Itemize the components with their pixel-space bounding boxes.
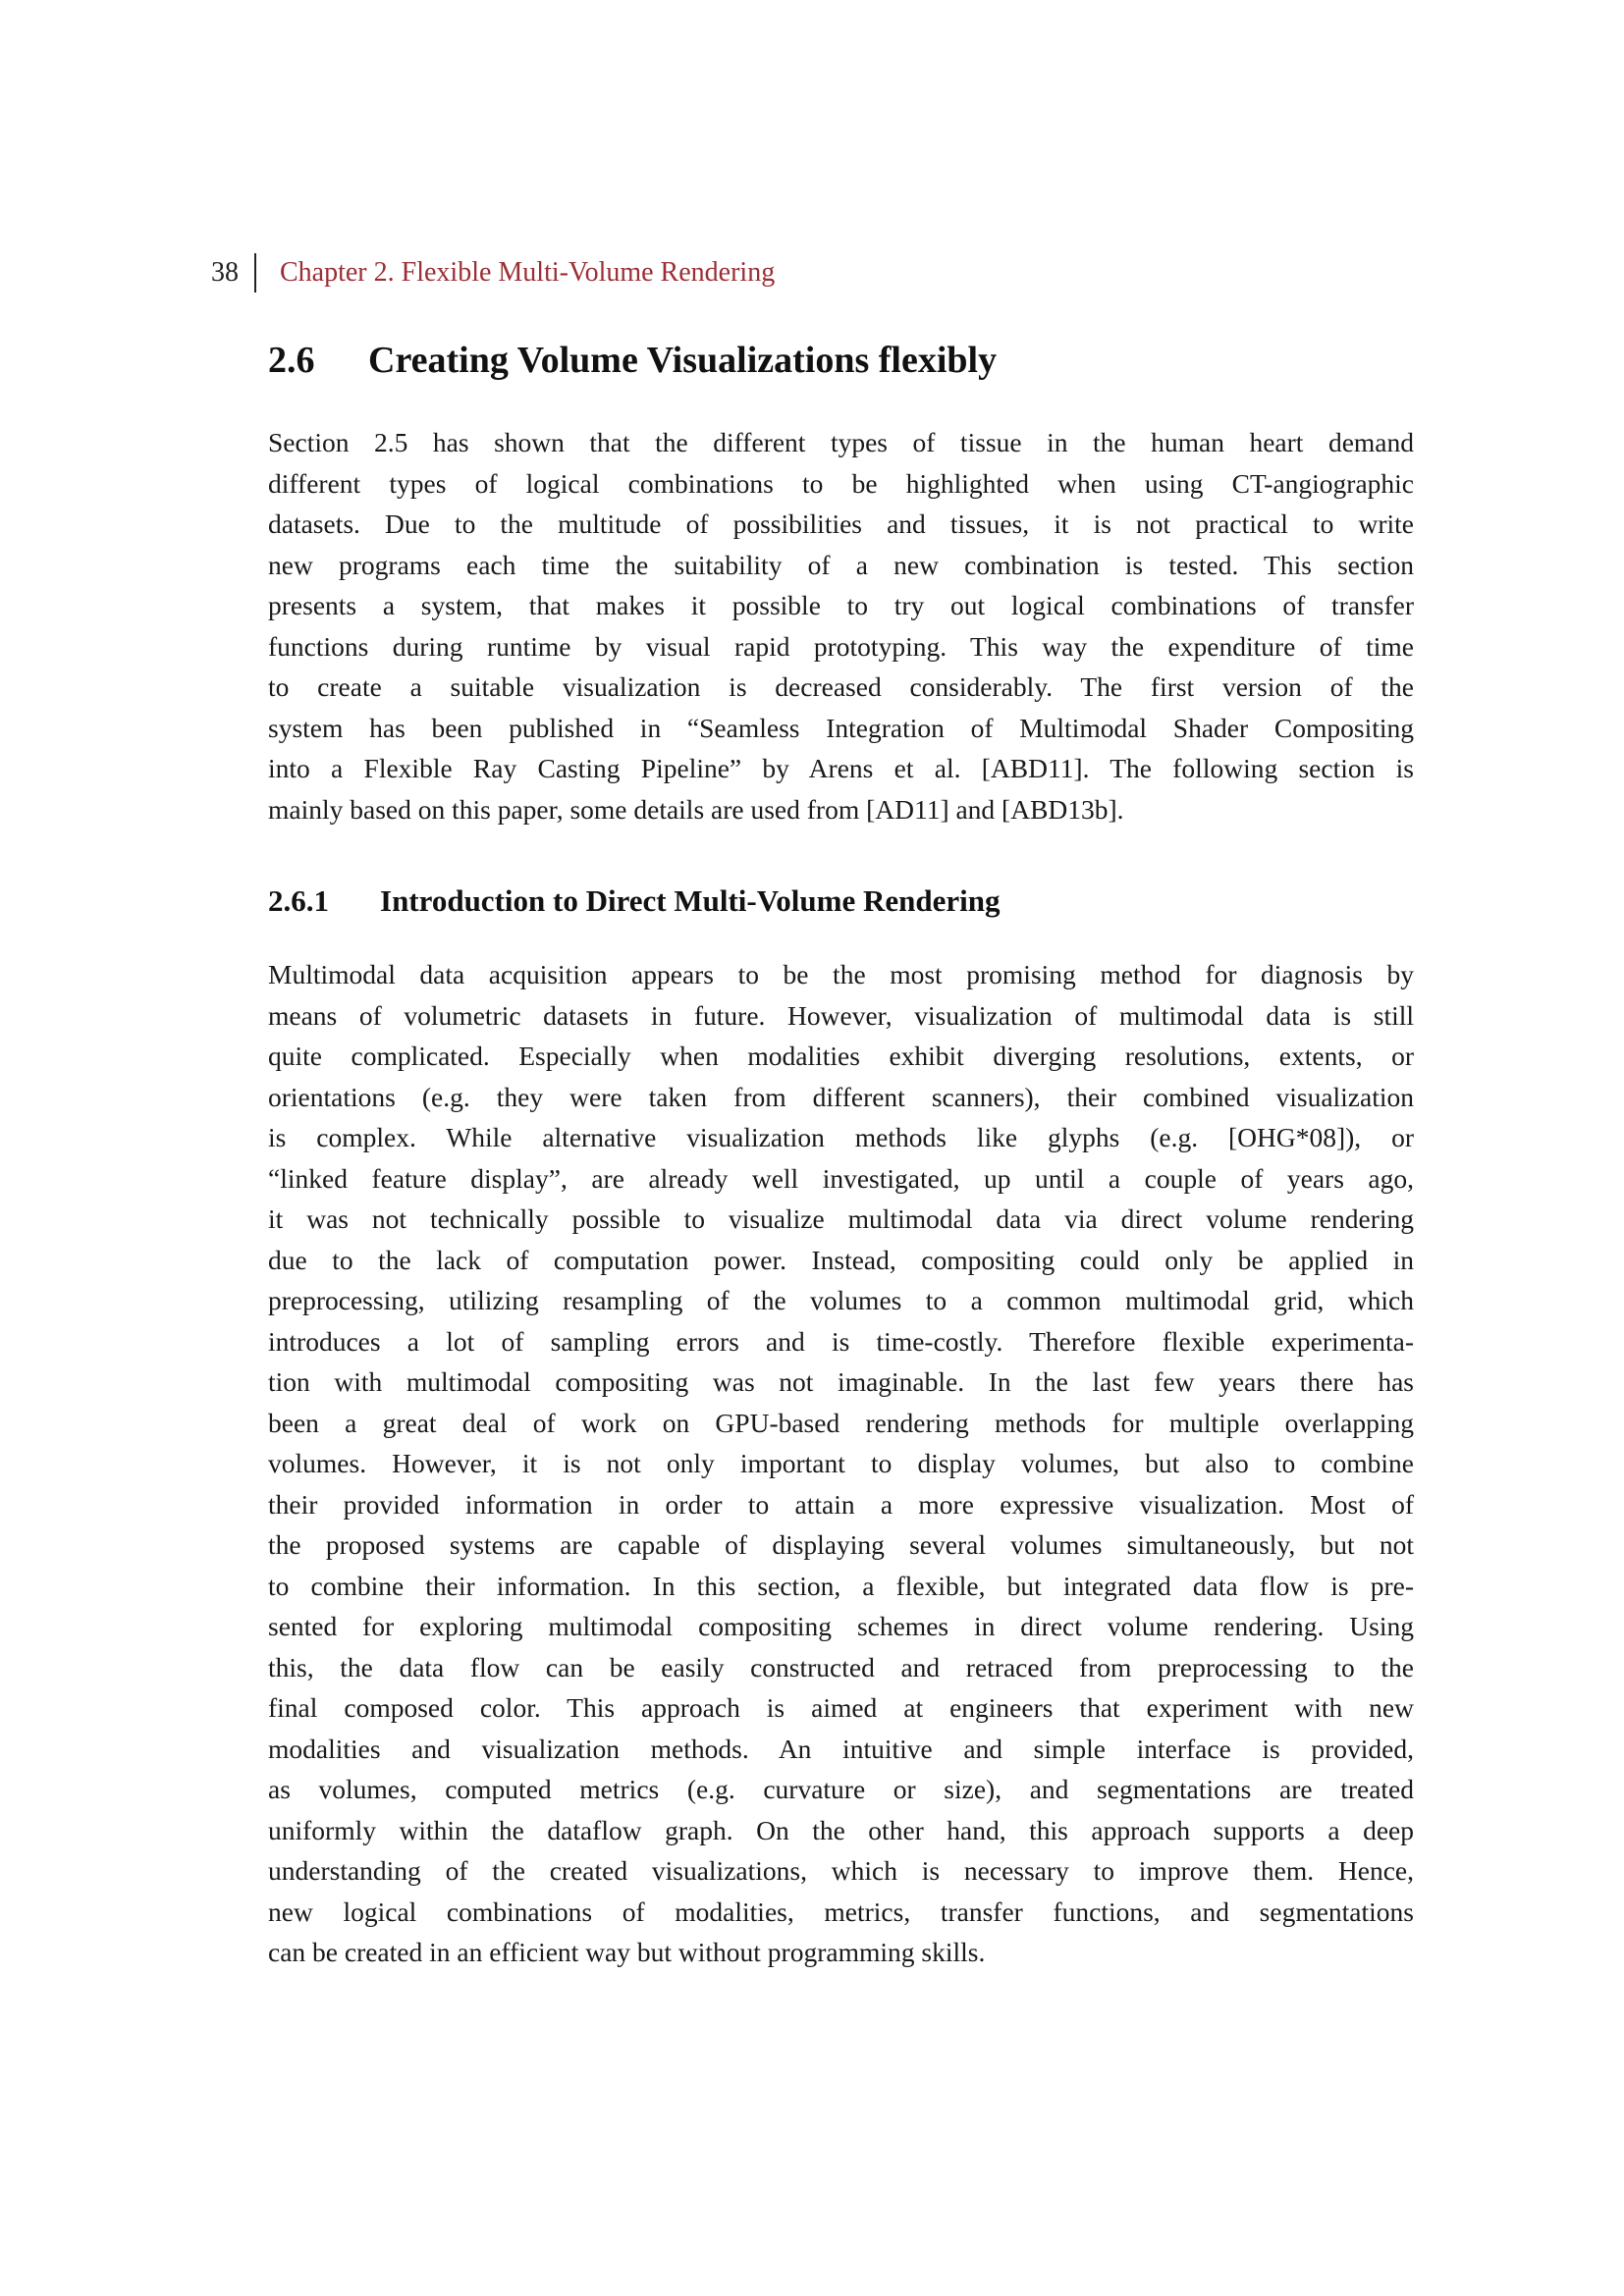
text-line: understanding of the created visualizations, which is necessary to improve them. Hence, (268, 1855, 1414, 1886)
text-line: been a great deal of work on GPU-based rendering methods for multiple overlapping (268, 1407, 1414, 1438)
text-line: orientations (e.g. they were taken from different scanners), their combined visualization (268, 1081, 1414, 1112)
subsection-paragraph (268, 954, 1414, 1973)
section-title: Creating Volume Visualizations flexibly (368, 340, 998, 381)
text-line: this, the data flow can be easily constructed and retraced from preprocessing to the (268, 1651, 1414, 1682)
text-line: quite complicated. Especially when modalities exhibit diverging resolutions, extents, or (268, 1041, 1414, 1071)
subsection-heading (268, 883, 1000, 919)
text-line: modalities and visualization methods. An intuitive and simple interface is provided, (268, 1733, 1414, 1764)
subsection-number: 2.6.1 (268, 883, 329, 918)
text-line: Multimodal data acquisition appears to be the most promising method for diagnosis by (268, 959, 1414, 989)
text-line: sented for exploring multimodal compositing schemes in direct volume rendering. Using (268, 1611, 1414, 1641)
text-line: system has been published in “Seamless Integration of Multimodal Shader Compositing (268, 712, 1414, 743)
section-paragraph (268, 422, 1414, 829)
text-line: functions during runtime by visual rapid prototyping. This way the expenditure of time (268, 630, 1414, 662)
text-line: final composed color. This approach is aimed at engineers that experiment with new (268, 1692, 1414, 1723)
text-line: due to the lack of computation power. Instead, compositing could only be applied in (268, 1244, 1414, 1275)
text-line: different types of logical combinations to be highlighted when using CT-angiographic (268, 467, 1414, 499)
text-line: “linked feature display”, are already well investigated, up until a couple of years ago, (268, 1162, 1414, 1194)
text-line: it was not technically possible to visualize multimodal data via direct volume rendering (268, 1203, 1414, 1234)
text-line: is complex. While alternative visualization methods like glyphs (e.g. [OHG*08]), or (268, 1122, 1414, 1152)
text-line: new logical combinations of modalities, metrics, transfer functions, and segmentations (268, 1896, 1414, 1927)
text-line: into a Flexible Ray Casting Pipeline” by Arens et al. [ABD11]. The following section is (268, 753, 1414, 783)
text-line: to create a suitable visualization is decreased considerably. The first version of the (268, 671, 1414, 702)
text-line: as volumes, computed metrics (e.g. curvature or size), and segmentations are treated (268, 1774, 1414, 1804)
running-header (211, 253, 775, 293)
running-title: Chapter 2. Flexible Multi-Volume Rendering (280, 257, 776, 288)
header-divider (254, 253, 256, 293)
text-line: volumes. However, it is not only important to display volumes, but also to combine (268, 1448, 1414, 1478)
section-number: 2.6 (268, 340, 315, 381)
text-line: datasets. Due to the multitude of possibilities and tissues, it is not practical to write (268, 508, 1414, 539)
text-line: new programs each time the suitability of a new combination is tested. This section (268, 549, 1414, 580)
text-line: Section 2.5 has shown that the different types of tissue in the human heart demand (268, 427, 1414, 457)
text-line: to combine their information. In this section, a flexible, but integrated data flow is pre- (268, 1570, 1414, 1601)
text-line: uniformly within the dataflow graph. On the other hand, this approach supports a deep (268, 1814, 1414, 1845)
text-line: means of volumetric datasets in future. However, visualization of multimodal data is still (268, 999, 1414, 1031)
text-line: the proposed systems are capable of displaying several volumes simultaneously, but not (268, 1529, 1414, 1560)
text-line: presents a system, that makes it possible to try out logical combinations of transfer (268, 590, 1414, 620)
text-line: can be created in an efficient way but without programming skills. (268, 1937, 986, 1967)
text-line: mainly based on this paper, some details are used from [AD11] and [ABD13b]. (268, 793, 1124, 825)
section-heading (268, 339, 997, 382)
subsection-title: Introduction to Direct Multi-Volume Rendering (380, 883, 1001, 918)
text-line: tion with multimodal compositing was not imaginable. In the last few years there has (268, 1366, 1414, 1397)
text-line: preprocessing, utilizing resampling of the volumes to a common multimodal grid, which (268, 1285, 1414, 1315)
page-number: 38 (211, 257, 239, 288)
text-line: their provided information in order to attain a more expressive visualization. Most of (268, 1488, 1414, 1520)
text-line: introduces a lot of sampling errors and is time-costly. Therefore flexible experimenta- (268, 1325, 1414, 1357)
